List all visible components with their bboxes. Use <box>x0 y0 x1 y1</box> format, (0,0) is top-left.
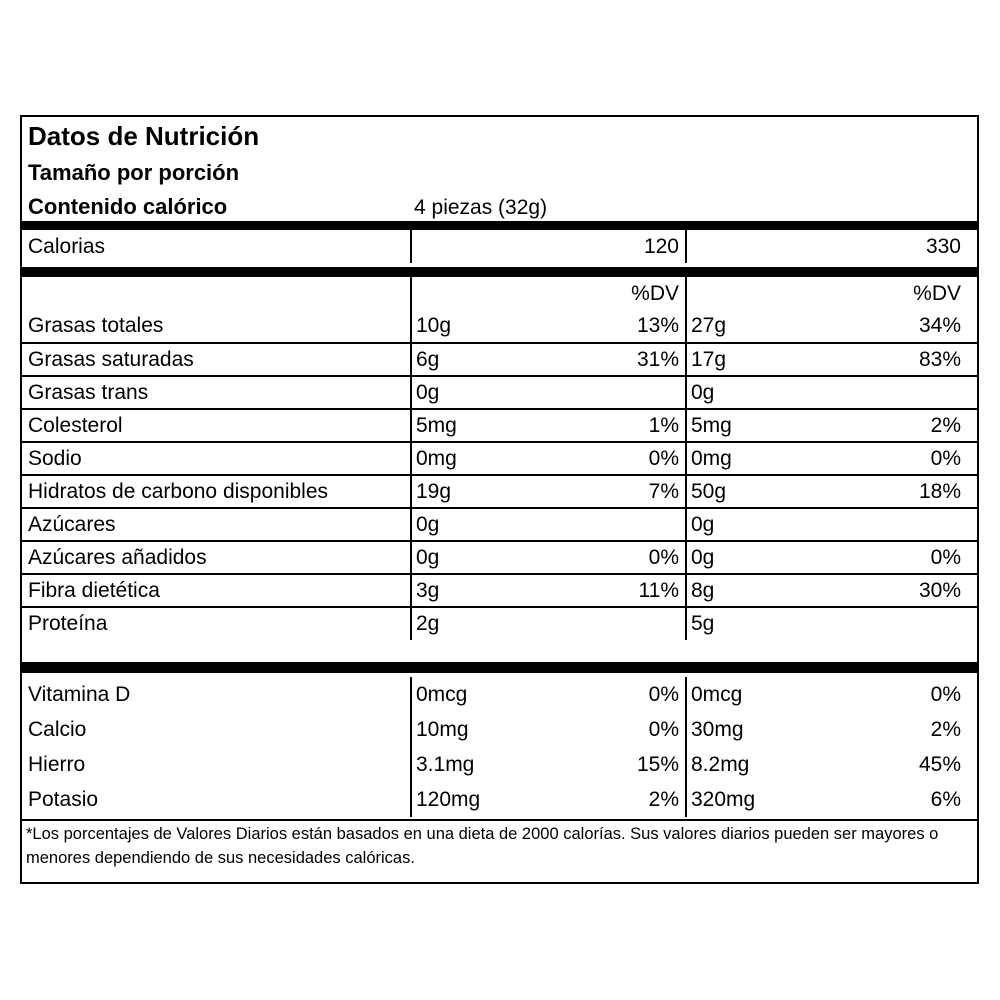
daily-value-2: 0% <box>930 545 961 569</box>
amount-2: 27g <box>691 314 727 337</box>
daily-value-1: 1% <box>648 413 679 437</box>
daily-value-1: 0% <box>648 717 679 741</box>
nutrient-name: Grasas trans <box>28 380 149 404</box>
daily-value-2: 6% <box>930 787 961 811</box>
amount-2: 50g <box>691 479 727 503</box>
amount-2: 0g <box>691 545 715 569</box>
daily-value-1: 31% <box>636 347 679 371</box>
calories-value-1: 120 <box>643 234 679 258</box>
nutrient-row <box>22 508 977 541</box>
amount-2: 0mcg <box>691 682 743 706</box>
nutrient-name: Azúcares <box>28 512 116 536</box>
amount-1: 0g <box>416 380 440 404</box>
daily-value-2: 18% <box>918 479 961 503</box>
daily-value-2 <box>817 607 977 640</box>
daily-value-2: 0% <box>930 682 961 706</box>
amount-1: 5mg <box>416 413 457 437</box>
nutrition-facts-panel <box>20 115 979 884</box>
nutrient-name: Vitamina D <box>28 682 131 706</box>
nutrient-row <box>22 376 977 409</box>
calories-value-2: 330 <box>925 234 961 258</box>
nutrient-name: Hierro <box>28 752 86 776</box>
nutrient-row <box>22 475 977 508</box>
daily-value-1: 2% <box>648 787 679 811</box>
amount-1: 120mg <box>416 787 481 811</box>
dv-header-2: %DV <box>913 281 961 305</box>
thick-divider <box>22 662 977 673</box>
nutrient-row <box>22 310 977 343</box>
nutrient-name: Fibra dietética <box>28 578 160 602</box>
nutrient-name: Azúcares añadidos <box>28 545 207 569</box>
amount-1: 2g <box>416 612 440 635</box>
daily-value-1: 0% <box>648 545 679 569</box>
nutrient-name: Calcio <box>28 717 87 741</box>
nutrition-title: Datos de Nutrición <box>28 121 260 151</box>
nutrient-name: Proteína <box>28 612 108 635</box>
amount-1: 19g <box>416 479 452 503</box>
daily-value-2: 45% <box>918 752 961 776</box>
nutrient-name: Sodio <box>28 446 82 470</box>
daily-value-1 <box>547 607 685 640</box>
vitamin-row <box>22 712 977 747</box>
daily-value-2: 2% <box>930 717 961 741</box>
nutrient-name: Potasio <box>28 787 99 811</box>
vitamin-row <box>22 782 977 817</box>
nutrient-row <box>22 541 977 574</box>
daily-value-2: 83% <box>918 347 961 371</box>
amount-1: 3.1mg <box>416 752 475 776</box>
nutrient-name: Hidratos de carbono disponibles <box>28 479 329 503</box>
daily-value-2 <box>817 508 977 541</box>
nutrient-name: Grasas saturadas <box>28 347 194 371</box>
amount-2: 8.2mg <box>691 752 750 776</box>
footnote-divider <box>22 819 977 821</box>
daily-value-1: 15% <box>636 752 679 776</box>
daily-value-1: 7% <box>648 479 679 503</box>
calorie-content-label: Contenido calórico <box>28 194 228 219</box>
calories-label: Calorias <box>28 234 106 258</box>
amount-1: 0g <box>416 545 440 569</box>
nutrient-row <box>22 409 977 442</box>
amount-2: 17g <box>691 347 727 371</box>
vitamin-table <box>22 677 977 817</box>
daily-value-1 <box>547 376 685 409</box>
amount-1: 6g <box>416 347 440 371</box>
nutrient-row <box>22 343 977 376</box>
nutrient-row <box>22 607 977 640</box>
footnote: *Los porcentajes de Valores Diarios están basados en una dieta de 2000 calorías. Sus valores diarios pueden ser mayores o menores dependiendo de sus necesidades calóricas. <box>26 825 939 867</box>
dv-header-row <box>22 277 977 310</box>
serving-size-value: 4 piezas (32g) <box>414 196 548 219</box>
thick-divider <box>22 267 977 277</box>
nutrition-header <box>22 117 977 227</box>
dv-header-1: %DV <box>631 281 679 305</box>
amount-2: 0mg <box>691 446 732 470</box>
amount-2: 0g <box>691 380 715 404</box>
nutrient-row <box>22 442 977 475</box>
amount-1: 3g <box>416 578 440 602</box>
daily-value-1: 0% <box>648 682 679 706</box>
vitamin-row <box>22 747 977 782</box>
serving-size-label: Tamaño por porción <box>28 160 240 185</box>
daily-value-2: 2% <box>930 413 961 437</box>
amount-1: 0mcg <box>416 682 468 706</box>
daily-value-1: 0% <box>648 446 679 470</box>
calories-table <box>22 230 977 263</box>
nutrient-name: Grasas totales <box>28 314 164 337</box>
daily-value-2: 0% <box>930 446 961 470</box>
amount-2: 30mg <box>691 717 744 741</box>
amount-1: 0g <box>416 512 440 536</box>
amount-2: 0g <box>691 512 715 536</box>
amount-2: 5g <box>691 612 715 635</box>
daily-value-1 <box>547 508 685 541</box>
daily-value-2 <box>817 376 977 409</box>
amount-2: 320mg <box>691 787 756 811</box>
vitamin-row <box>22 677 977 712</box>
thick-divider <box>22 221 977 230</box>
calories-row <box>22 230 977 263</box>
daily-value-1: 13% <box>636 314 679 337</box>
amount-2: 5mg <box>691 413 732 437</box>
daily-value-2: 34% <box>918 314 961 337</box>
amount-1: 10mg <box>416 717 469 741</box>
daily-value-1: 11% <box>638 578 679 602</box>
amount-1: 10g <box>416 314 452 337</box>
daily-value-2: 30% <box>918 578 961 602</box>
nutrient-table <box>22 277 977 640</box>
amount-2: 8g <box>691 578 715 602</box>
nutrient-row <box>22 574 977 607</box>
amount-1: 0mg <box>416 446 457 470</box>
nutrient-name: Colesterol <box>28 413 123 437</box>
